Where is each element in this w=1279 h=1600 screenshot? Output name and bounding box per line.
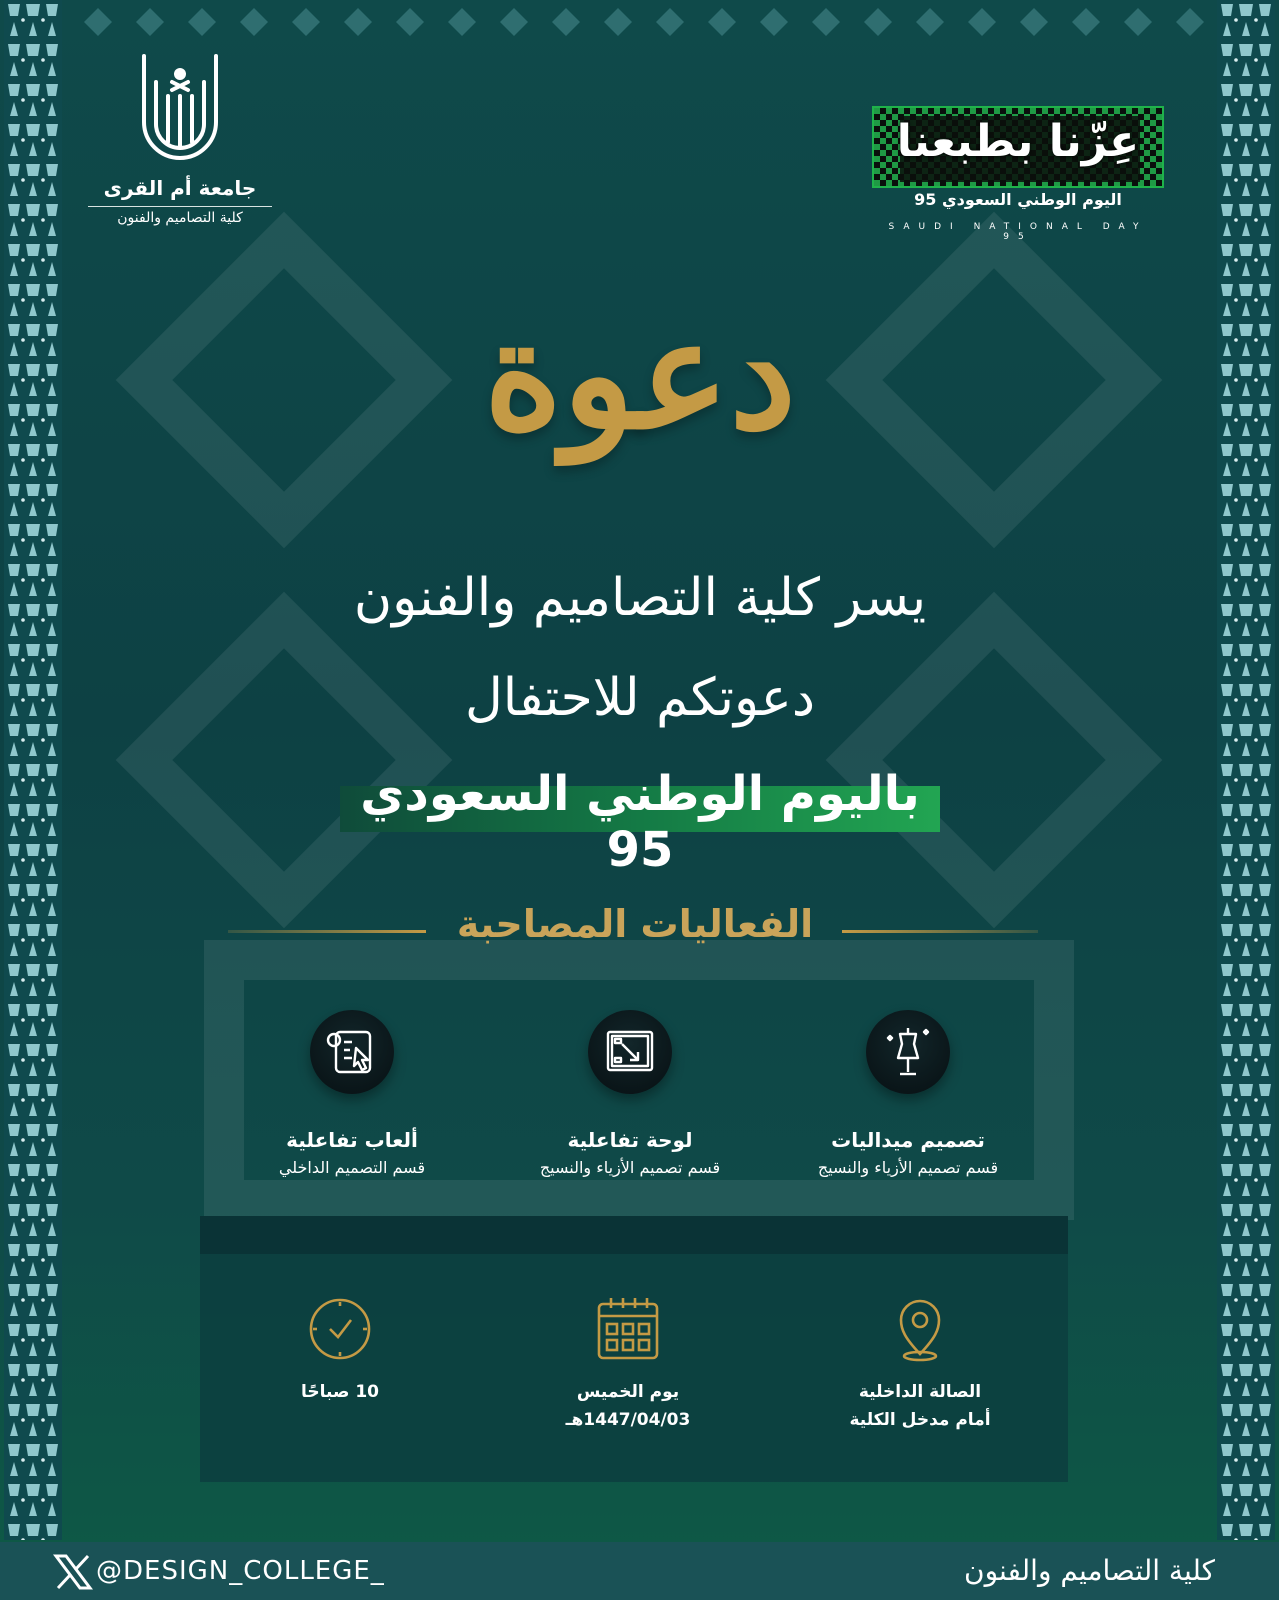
info-location [790,1294,1050,1454]
logo-divider [88,206,272,207]
right-pattern-border [1217,0,1275,1540]
interactive-board-icon [588,1010,672,1094]
activity-title: تصميم ميداليات [831,1128,985,1152]
activity-interactive-games [212,1010,492,1190]
invitation-line-2: دعوتكم للاحتفال [464,668,815,728]
university-name: جامعة أم القرى [103,176,257,200]
university-emblem-icon [138,52,222,170]
time-line-1: 10 صباحًا [301,1382,379,1402]
activity-medal-design [768,1010,1048,1190]
college-name-logo: كلية التصاميم والفنون [117,210,243,226]
location-line-2: أمام مدخل الكلية [849,1410,991,1430]
interactive-games-icon [310,1010,394,1094]
info-time [210,1294,470,1454]
invitation-line-3-wrap [340,766,940,878]
info-panel-header [200,1216,1068,1254]
university-logo [80,52,280,237]
activity-department: قسم التصميم الداخلي [278,1158,426,1177]
activity-title: لوحة تفاعلية [567,1128,693,1152]
national-day-title: عِزّنا بطبعنا [896,116,1140,167]
calendar-icon [593,1294,663,1364]
social-handle[interactable]: @DESIGN_COLLEGE_ [96,1556,385,1586]
info-date [498,1294,758,1454]
national-day-english: SAUDI NATIONAL DAY 95 [888,222,1148,242]
activity-department: قسم تصميم الأزياء والنسيج [539,1158,721,1177]
location-line-1: الصالة الداخلية [858,1382,982,1402]
location-pin-icon [885,1294,955,1364]
national-day-subtitle: اليوم الوطني السعودي 95 [914,190,1122,209]
section-rule-left [228,930,426,933]
left-pattern-border [4,0,62,1540]
section-rule-right [842,930,1038,933]
invitation-line-1: يسر كلية التصاميم والفنون [353,568,927,628]
national-day-logo [872,106,1166,242]
activity-department: قسم تصميم الأزياء والنسيج [817,1158,999,1177]
footer-college-name: كلية التصاميم والفنون [964,1554,1215,1587]
section-title: الفعاليات المصاحبة [456,902,814,946]
activity-title: ألعاب تفاعلية [286,1128,418,1152]
national-day-badge [872,106,1164,188]
clock-icon [305,1294,375,1364]
x-twitter-icon[interactable] [52,1552,94,1592]
footer-bar [0,1542,1279,1600]
activity-interactive-board [490,1010,770,1190]
top-diamond-border [64,0,1214,44]
date-line-1: يوم الخميس [576,1382,680,1402]
invitation-line-3: باليوم الوطني السعودي 95 [360,766,920,878]
fashion-mannequin-icon [866,1010,950,1094]
headline-invitation: دعوة [483,287,797,463]
date-line-2: 1447/04/03هـ [565,1410,691,1430]
